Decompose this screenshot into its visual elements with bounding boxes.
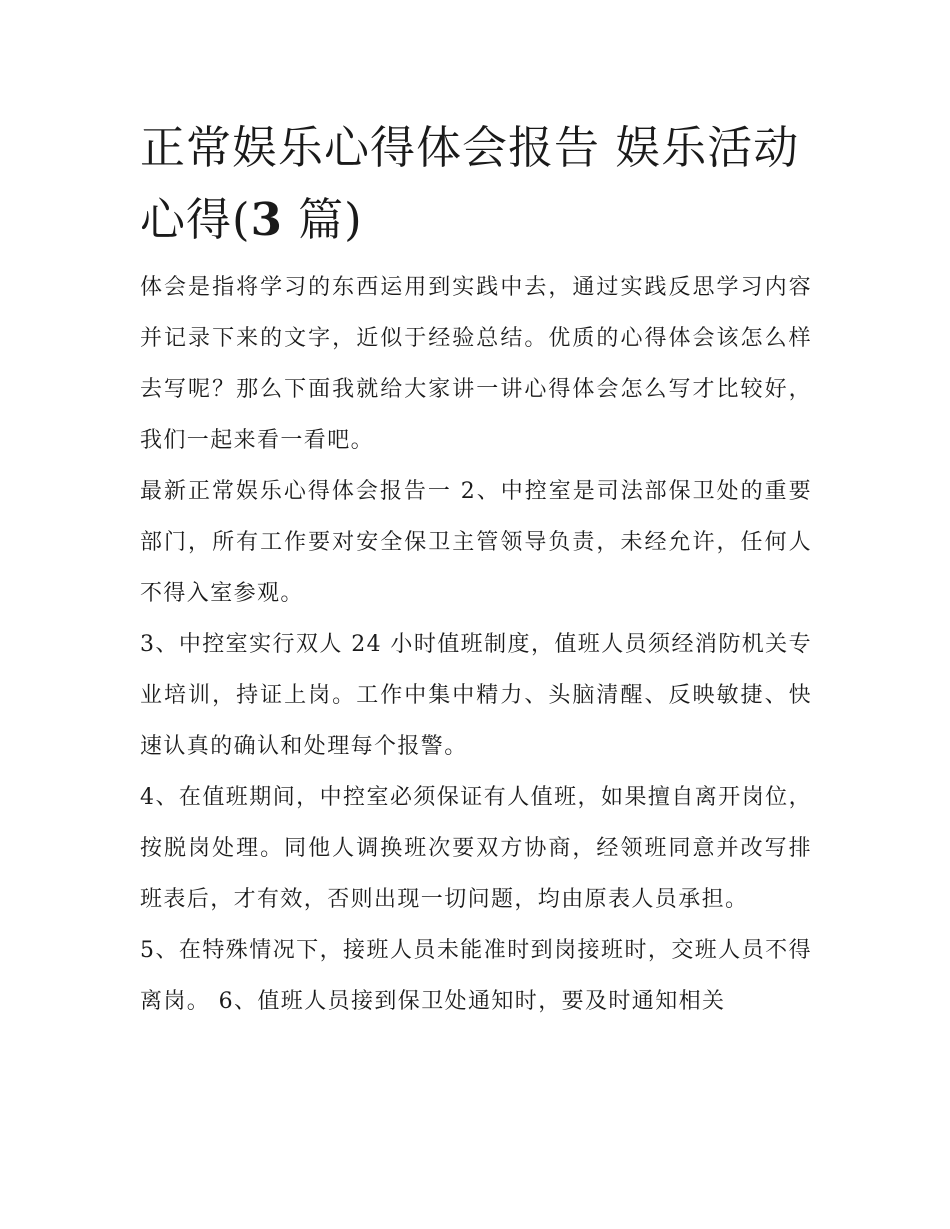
document-title <box>140 112 812 256</box>
paragraph-item-2: 最新正常娱乐心得体会报告一 2、中控室是司法部保卫处的重要部门，所有工作要对安全保卫主管领导负责，未经允许，任何人不得入室参观。 <box>140 479 812 606</box>
paragraph-item-3: 3、中控室实行双人 24 小时值班制度，值班人员须经消防机关专业培训，持证上岗。工作中集中精力、头脑清醒、反映敏捷、快速认真的确认和处理每个报警。 <box>140 632 812 759</box>
title-suffix: 篇) <box>282 193 363 246</box>
title-text: 正常娱乐心得体会报告 娱乐活动心得( <box>140 121 800 246</box>
paragraph-item-5: 5、在特殊情况下，接班人员未能准时到岗接班时，交班人员不得离岗。 6、值班人员接到保卫处通知时，要及时通知相关 <box>140 938 812 1014</box>
paragraph-intro: 体会是指将学习的东西运用到实践中去，通过实践反思学习内容并记录下来的文字，近似于经验总结。优质的心得体会该怎么样去写呢？那么下面我就给大家讲一讲心得体会怎么写才比较好，我们一起来看一看吧。 <box>140 275 812 453</box>
paragraph-item-4: 4、在值班期间，中控室必须保证有人值班，如果擅自离开岗位，按脱岗处理。同他人调换班次要双方协商，经领班同意并改写排班表后，才有效，否则出现一切问题，均由原表人员承担。 <box>140 785 812 912</box>
document-body <box>140 112 812 1027</box>
title-count: 3 <box>250 193 283 246</box>
